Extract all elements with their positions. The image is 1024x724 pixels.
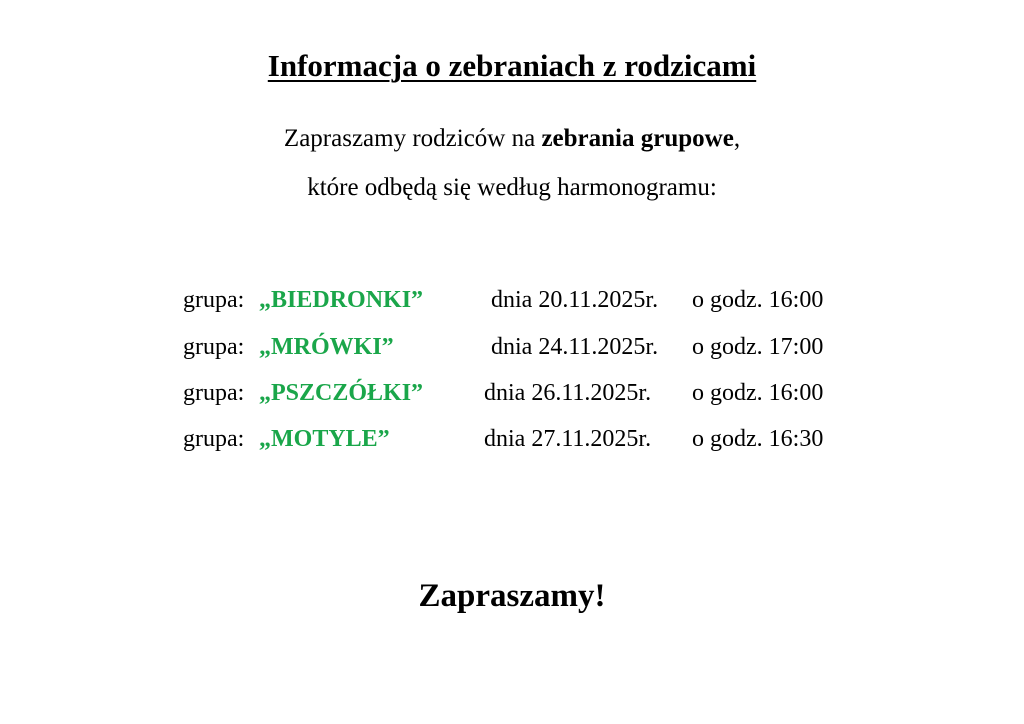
group-name: „BIEDRONKI” — [259, 287, 424, 313]
group-name: „MRÓWKI” — [259, 334, 394, 360]
meeting-time: o godz. 17:00 — [692, 334, 824, 360]
meeting-time: o godz. 16:30 — [692, 426, 824, 452]
group-label: grupa: — [183, 426, 245, 452]
intro-line-1-suffix: , — [733, 125, 741, 152]
meeting-date: dnia 20.11.2025r. — [491, 287, 659, 313]
meeting-date: dnia 27.11.2025r. — [484, 426, 652, 452]
meeting-date: dnia 24.11.2025r. — [491, 334, 659, 360]
page-title-text: Informacja o zebraniach z rodzicami — [267, 48, 757, 83]
intro-line-1-prefix: Zapraszamy rodziców na — [283, 125, 542, 152]
schedule-row — [0, 422, 1024, 456]
group-label: grupa: — [183, 334, 245, 360]
meeting-time: o godz. 16:00 — [692, 287, 824, 313]
meeting-time: o godz. 16:00 — [692, 380, 824, 406]
meeting-date: dnia 26.11.2025r. — [484, 380, 652, 406]
group-label: grupa: — [183, 380, 245, 406]
intro-line-2: które odbędą się według harmonogramu: — [307, 174, 717, 201]
schedule-row — [0, 376, 1024, 410]
schedule-row — [0, 283, 1024, 317]
intro-line-1-bold: zebrania grupowe — [541, 125, 734, 152]
group-name: „MOTYLE” — [259, 426, 390, 452]
closing-text: Zapraszamy! — [418, 578, 606, 614]
schedule-row — [0, 330, 1024, 364]
group-label: grupa: — [183, 287, 245, 313]
group-name: „PSZCZÓŁKI” — [259, 380, 424, 406]
